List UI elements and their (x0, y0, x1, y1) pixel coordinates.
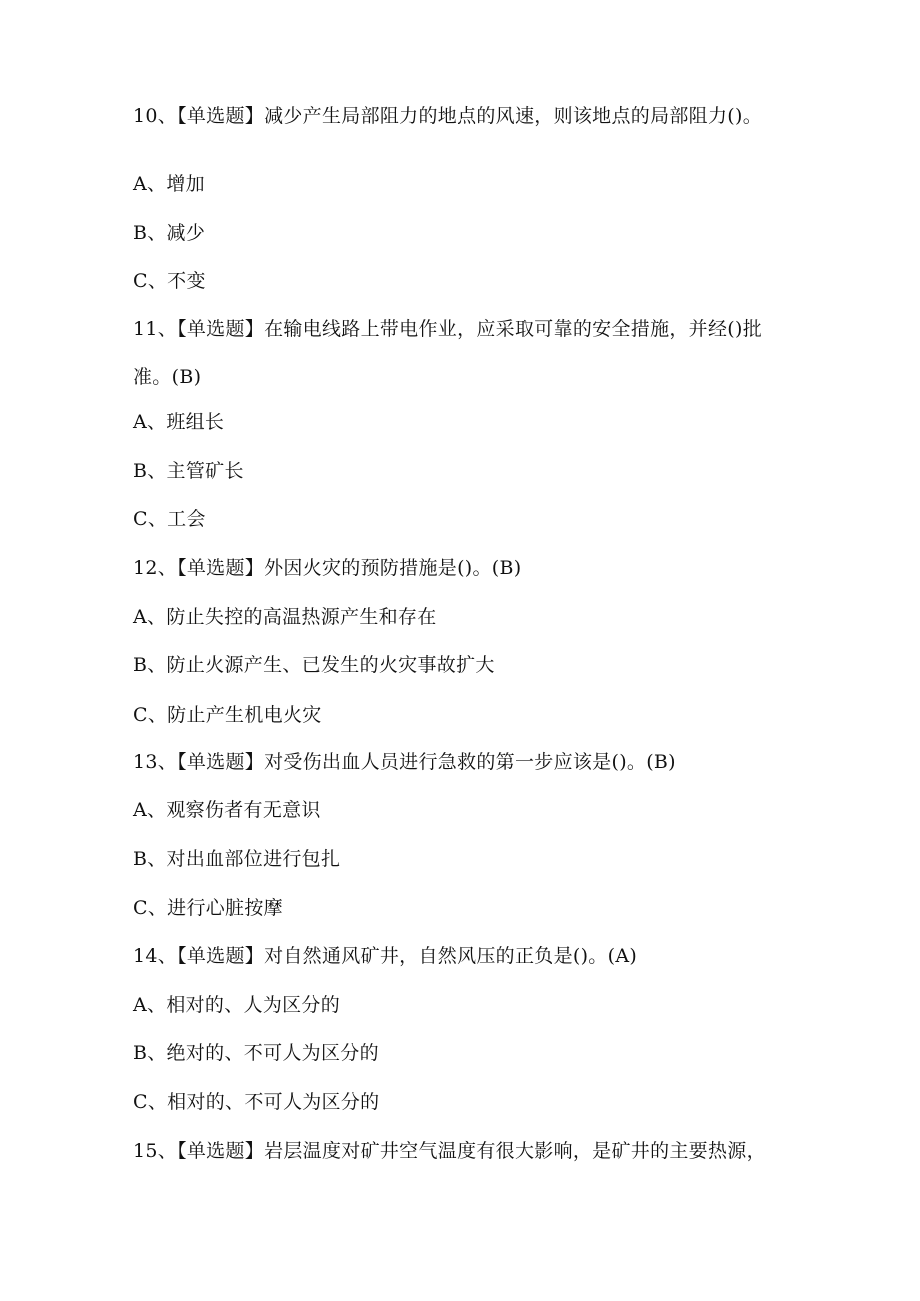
question-12-option-a: A、防止失控的高温热源产生和存在 (133, 606, 437, 628)
question-10-option-b: B、减少 (133, 222, 206, 244)
question-14-option-c: C、相对的、不可人为区分的 (133, 1091, 380, 1113)
question-11-option-a: A、班组长 (133, 411, 225, 433)
question-14-stem: 14、【单选题】对自然通风矿井，自然风压的正负是()。(A) (133, 945, 638, 967)
question-10-stem: 10、【单选题】减少产生局部阻力的地点的风速，则该地点的局部阻力()。 (133, 105, 763, 127)
question-12-option-c: C、防止产生机电火灾 (133, 704, 322, 726)
question-13-option-b: B、对出血部位进行包扎 (133, 848, 341, 870)
question-13-option-c: C、进行心脏按摩 (133, 897, 283, 919)
question-10-option-c: C、不变 (133, 270, 206, 292)
question-10-option-a: A、增加 (133, 173, 205, 195)
question-15-stem: 15、【单选题】岩层温度对矿井空气温度有很大影响，是矿井的主要热源， (133, 1140, 766, 1162)
question-13-stem: 13、【单选题】对受伤出血人员进行急救的第一步应该是()。(B) (133, 751, 676, 773)
question-11-stem-continued: 准。(B) (133, 366, 202, 388)
question-13-option-a: A、观察伤者有无意识 (133, 799, 321, 821)
question-12-stem: 12、【单选题】外因火灾的预防措施是()。(B) (133, 557, 522, 579)
question-12-option-b: B、防止火源产生、已发生的火灾事故扩大 (133, 654, 495, 676)
question-14-option-a: A、相对的、人为区分的 (133, 994, 341, 1016)
question-14-option-b: B、绝对的、不可人为区分的 (133, 1042, 379, 1064)
question-11-stem: 11、【单选题】在输电线路上带电作业，应采取可靠的安全措施，并经()批 (133, 318, 763, 340)
question-11-option-b: B、主管矿长 (133, 460, 244, 482)
question-11-option-c: C、工会 (133, 508, 206, 530)
